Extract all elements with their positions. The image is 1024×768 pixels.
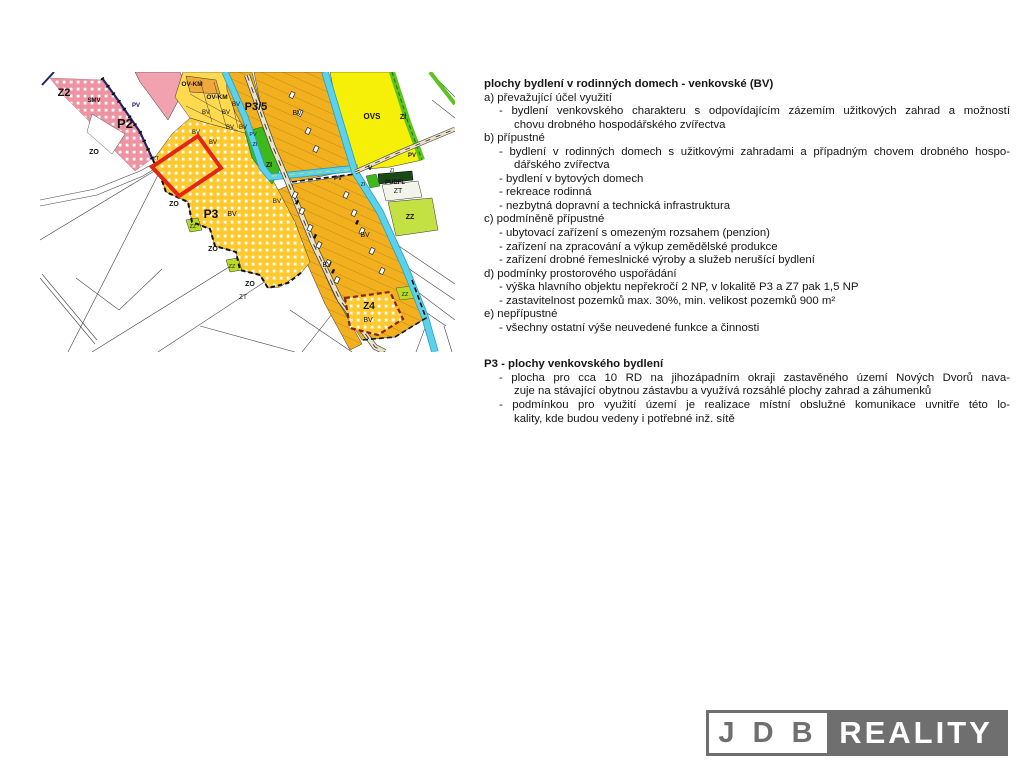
text-line: - bydlení v rodinných domech s užitkovými zahradami a případným chovem drobného hospo-: [499, 145, 1010, 158]
text-line: zuje na stávající obytnou zástavbu a využívá rozsáhlé plochy zahrad a záhumenků: [514, 385, 932, 398]
map-label-zz: ZZ: [401, 292, 409, 298]
text-line: - zařízení na zpracování a výkup zemědělské produkce: [499, 240, 778, 253]
map-label-zz: ZZ: [228, 264, 236, 270]
map-label-zi: ZI: [265, 162, 273, 169]
map-label-p3: P3: [203, 207, 219, 221]
map-label-bv: BV: [272, 198, 282, 205]
map-label-bv: BV: [322, 262, 332, 269]
text-line: chovu drobného hospodářského zvířectva: [514, 118, 726, 131]
text-line: - všechny ostatní výše neuvedené funkce a činnosti: [499, 321, 760, 334]
text-line: - rekreace rodinná: [499, 186, 592, 199]
text-line: - podmínkou pro využití území je realizace místní obslužné komunikace uvnitře této lo-: [499, 399, 1010, 412]
map-label-bv: BV: [191, 130, 201, 136]
map-label-bv: BV: [231, 102, 241, 108]
zoning-map-svg: [40, 72, 455, 352]
map-label-zi: ZI: [389, 168, 395, 174]
zoning-map: [40, 72, 455, 352]
map-label-zi: ZI: [360, 182, 366, 188]
text-line: - ubytovací zařízení s omezeným rozsahem (penzion): [499, 227, 770, 240]
logo-jdb: J D B: [718, 716, 818, 749]
text-line: d) podmínky prostorového uspořádání: [484, 267, 677, 280]
map-label-zi: ZI: [252, 142, 258, 148]
map-label-z2: Z2: [57, 87, 71, 99]
map-label-z4: Z4: [363, 301, 375, 312]
map-label-pv: PV: [131, 103, 141, 109]
text-line: dářského zvířectva: [514, 159, 610, 172]
section-bv-heading: plochy bydlení v rodinných domech - venkovské (BV): [484, 78, 774, 90]
text-line: - bydlení venkovského charakteru s odpovídajícím zázemím užitkových zahrad a možností: [499, 105, 1010, 118]
text-line: - zastavitelnost pozemků max. 30%, min. velikost pozemků 900 m²: [499, 294, 836, 307]
map-label-p2: P2: [117, 116, 133, 131]
section-bv-lines: [484, 92, 1010, 336]
zoning-text: [484, 78, 1010, 426]
map-label-bv: BV: [225, 125, 235, 131]
map-label-smv: SMV: [87, 98, 101, 104]
map-label-zt: ZT: [239, 294, 247, 301]
text-line: kality, kde budou vedeny i potřebné inž. sítě: [514, 412, 735, 425]
map-label-bv: BV: [221, 110, 231, 116]
map-label-zi: ZI: [399, 114, 407, 121]
map-label-zo: ZO: [169, 201, 179, 208]
text-line: - plocha pro cca 10 RD na jihozápadním okraji zastavěného území Nových Dvorů nava-: [499, 371, 1010, 384]
map-label-zo: ZO: [89, 149, 99, 156]
map-label-bv: BV: [292, 110, 302, 117]
section-bv: [484, 78, 1010, 335]
map-label-zz: ZZ: [405, 214, 415, 221]
map-label-p3-5: P3/5: [244, 101, 268, 113]
text-line: - nezbytná dopravní a technická infrastruktura: [499, 199, 731, 212]
map-label-bv: BV: [363, 317, 373, 324]
map-label-ovs: OVS: [363, 112, 381, 121]
text-line: - zařízení drobné řemeslnické výroby a služeb nerušící bydlení: [499, 254, 815, 267]
text-line: - výška hlavního objektu nepřekročí 2 NP, v lokalitě P3 a Z7 pak 1,5 NP: [499, 281, 859, 294]
map-label-ov-km: OV-KM: [181, 81, 203, 88]
map-label-bv: BV: [238, 125, 248, 131]
text-line: e) nepřípustné: [484, 308, 558, 321]
text-line: c) podmíněně přípustné: [484, 213, 605, 226]
text-line: a) převažující účel využití: [484, 91, 612, 104]
map-label-zo: ZO: [208, 246, 218, 253]
map-label-bv: BV: [227, 211, 237, 218]
map-label-pv: PV: [333, 176, 343, 182]
map-label-zt: ZT: [393, 188, 403, 195]
map-label-pv: PV: [249, 132, 257, 138]
map-label-bv: BV: [201, 110, 211, 116]
section-p3-heading: P3 - plochy venkovského bydlení: [484, 358, 664, 371]
map-label-zt: ZT: [152, 156, 160, 162]
section-p3-lines: [484, 372, 1010, 426]
text-line: b) přípustné: [484, 132, 545, 145]
map-label-v: V: [367, 165, 373, 172]
jdb-reality-logo: [706, 710, 1008, 756]
map-label-bv: BV: [208, 140, 218, 146]
map-label-bv: BV: [360, 232, 370, 239]
section-p3: [484, 358, 1010, 426]
map-label-ov-km: OV-KM: [206, 94, 228, 101]
text-line: - bydlení v bytových domech: [499, 172, 644, 185]
map-label-pubfl: PUBFL: [385, 180, 405, 186]
map-label-zz: ZZ: [189, 224, 197, 230]
logo-reality: REALITY: [827, 713, 1005, 753]
map-label-zo: ZO: [245, 281, 255, 288]
map-label-pv: PV: [407, 153, 417, 159]
